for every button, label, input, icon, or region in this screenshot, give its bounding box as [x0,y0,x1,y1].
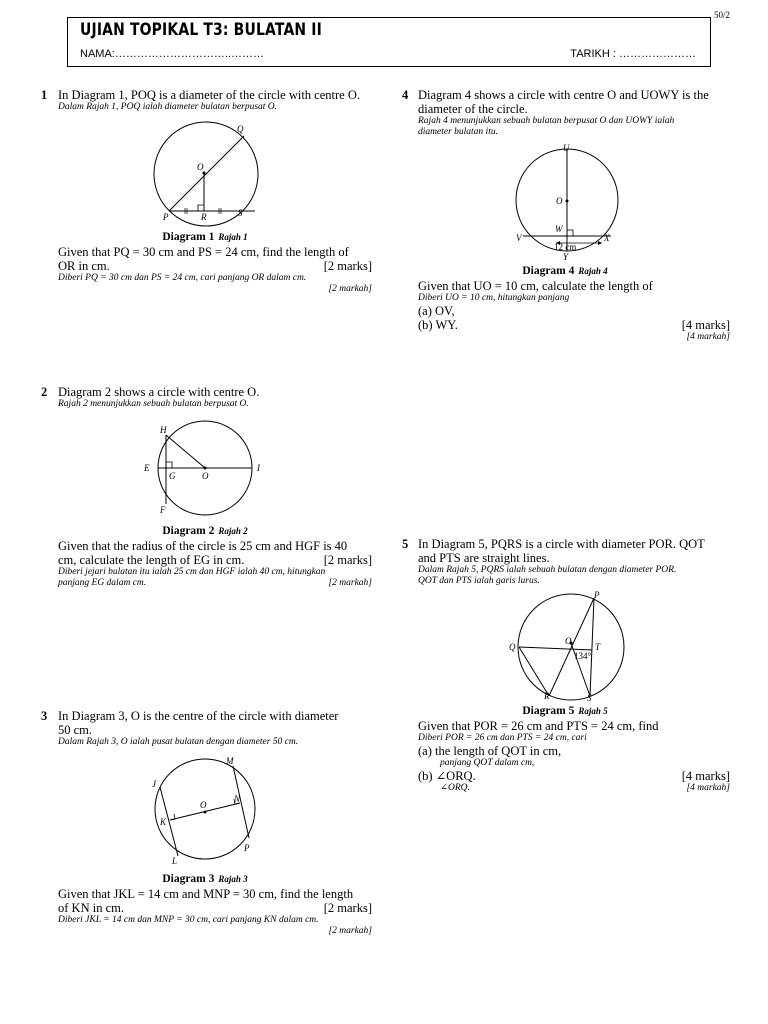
q4-malay1b: diameter bulatan itu. [418,127,498,137]
q3-question [58,887,372,937]
q5-part-a: (a) the length of QOT in cm, [418,744,562,758]
diagram-4 [508,140,626,264]
q5-line1b: and PTS are straight lines. [418,551,550,565]
q4-number: 4 [402,88,409,102]
date-field: TARIKH : ………………… [570,48,696,60]
diagram-5 [504,590,630,704]
label-R: R [201,212,207,222]
q5-malay1: Dalam Rajah 5, PQRS ialah sebuah bulatan dengan diameter POR. [418,565,677,575]
q5-text [418,537,732,587]
q3-caption: Diagram 3 Rajah 3 [162,873,248,885]
label-N: N [234,794,241,804]
q4-line1b: diameter of the circle. [418,102,528,116]
q4-line2: Given that UO = 10 cm, calculate the length of [418,279,653,293]
q1-markah: [2 markah] [328,284,372,294]
label-H: H [160,425,167,435]
label-O: O [556,196,563,206]
q1-number: 1 [41,88,48,102]
diagram-3 [148,756,266,868]
q3-line1: In Diagram 3, O is the centre of the circle with diameter [58,709,339,723]
diameter-PR [549,598,594,696]
label-S: S [587,693,592,703]
header-box [67,17,711,67]
chord-PS [590,598,594,696]
label-G: G [169,471,176,481]
q4-marks: [4 marks] [681,318,730,332]
q5-caption: Diagram 5 Rajah 5 [522,705,608,717]
q4-line1: Diagram 4 shows a circle with centre O and UOWY is the [418,88,709,102]
q5-line2: Given that POR = 26 cm and PTS = 24 cm, find [418,719,659,733]
label-T: T [595,642,601,652]
label-P: P [163,212,169,222]
q4-part-a: (a) OV, [418,304,455,318]
q2-number: 2 [41,385,48,399]
q3-line3: of KN in cm. [58,901,124,915]
label-Y: Y [563,252,569,262]
label-E: E [144,463,150,473]
page-title: UJIAN TOPIKAL T3: BULATAN II [80,20,322,40]
q2-malay1: Rajah 2 menunjukkan sebuah bulatan berpusat O. [58,399,249,409]
q2-malay2: Diberi jejari bulatan itu ialah 25 cm dan HGF ialah 40 cm, hitungkan [58,567,326,577]
label-V: V [516,233,522,243]
label-R: R [544,691,550,701]
diameter-PQ [169,136,244,211]
label-X: X [604,233,610,243]
label-L: L [172,856,178,866]
diagram-2 [140,418,270,518]
q3-malay1: Dalam Rajah 3, O ialah pusat bulatan dengan diameter 50 cm. [58,737,299,747]
q4-malay2: Diberi UO = 10 cm, hitungkan panjang [418,293,570,303]
label-I: I [257,463,260,473]
q3-line1b: 50 cm. [58,723,93,737]
label-O: O [202,471,209,481]
q5-part-b-malay: ∠ORQ. [440,783,470,793]
q2-question [58,539,372,589]
q4-part-b: (b) WY. [418,318,458,332]
q1-line2: Given that PQ = 30 cm and PS = 24 cm, find the length of [58,245,349,259]
q2-line3: cm, calculate the length of EG in cm. [58,553,245,567]
q1-malay1: Dalam Rajah 1, POQ ialah diameter bulatan berpusat O. [58,102,278,112]
q4-text [418,88,732,138]
label-S: S [238,208,243,218]
q2-markah: [2 markah] [328,578,372,588]
q5-marks: [4 marks] [681,769,730,783]
label-M: M [226,756,234,766]
label-O: O [200,800,207,810]
q4-malay1: Rajah 4 menunjukkan sebuah bulatan berpusat O dan UOWY ialah [418,116,675,126]
q1-malay2: Diberi PQ = 30 cm dan PS = 24 cm, cari panjang OR dalam cm. [58,273,307,283]
label-Q: Q [237,124,244,134]
q1-caption: Diagram 1 Rajah 1 [162,231,248,243]
label-O: O [197,162,204,172]
q5-markah: [4 markah] [686,783,730,793]
q1-line3: OR in cm. [58,259,110,273]
label-P: P [244,843,250,853]
q3-marks: [2 marks] [323,901,372,915]
q2-malay3: panjang EG dalam cm. [58,578,147,588]
label-angle: 134° [574,651,592,661]
diagram-1 [145,118,269,230]
q3-number: 3 [41,709,48,723]
q2-caption: Diagram 2 Rajah 2 [162,525,248,537]
label-O: O [565,636,572,646]
line-QT [519,647,592,650]
page-code: 50/2 [713,10,730,20]
q4-caption: Diagram 4 Rajah 4 [522,265,608,277]
q3-text [58,709,372,748]
q5-part-b: (b) ∠ORQ. [418,769,476,783]
label-J: J [152,779,156,789]
q1-text [58,88,372,113]
q5-question [418,719,730,794]
label-12cm: 12 cm [554,242,577,252]
label-Q: Q [509,642,516,652]
label-W: W [555,224,563,234]
q2-line1: Diagram 2 shows a circle with centre O. [58,385,260,399]
q5-number: 5 [402,537,409,551]
q1-line1: In Diagram 1, POQ is a diameter of the circle with centre O. [58,88,360,102]
q3-markah: [2 markah] [328,926,372,936]
q2-marks: [2 marks] [323,553,372,567]
q5-malay2: Diberi POR = 26 cm dan PTS = 24 cm, cari [418,733,587,743]
q1-marks: [2 marks] [323,259,372,273]
q2-text [58,385,372,410]
q5-malay1b: QOT dan PTS ialah garis lurus. [418,576,540,586]
label-K: K [160,817,167,827]
q1-question [58,245,372,295]
label-P: P [594,590,600,600]
name-field: NAMA:…………………………..……… [80,48,264,60]
label-U: U [563,143,570,153]
q4-question [418,279,730,343]
q5-part-a-malay: panjang QOT dalam cm, [440,758,535,768]
q2-line2: Given that the radius of the circle is 25 cm and HGF is 40 [58,539,348,553]
label-F: F [160,505,166,515]
q5-line1: In Diagram 5, PQRS is a circle with diameter POR. QOT [418,537,705,551]
q4-markah: [4 markah] [686,332,730,342]
q3-line2: Given that JKL = 14 cm and MNP = 30 cm, find the length [58,887,354,901]
q3-malay2: Diberi JKL = 14 cm dan MNP = 30 cm, cari panjang KN dalam cm. [58,915,319,925]
